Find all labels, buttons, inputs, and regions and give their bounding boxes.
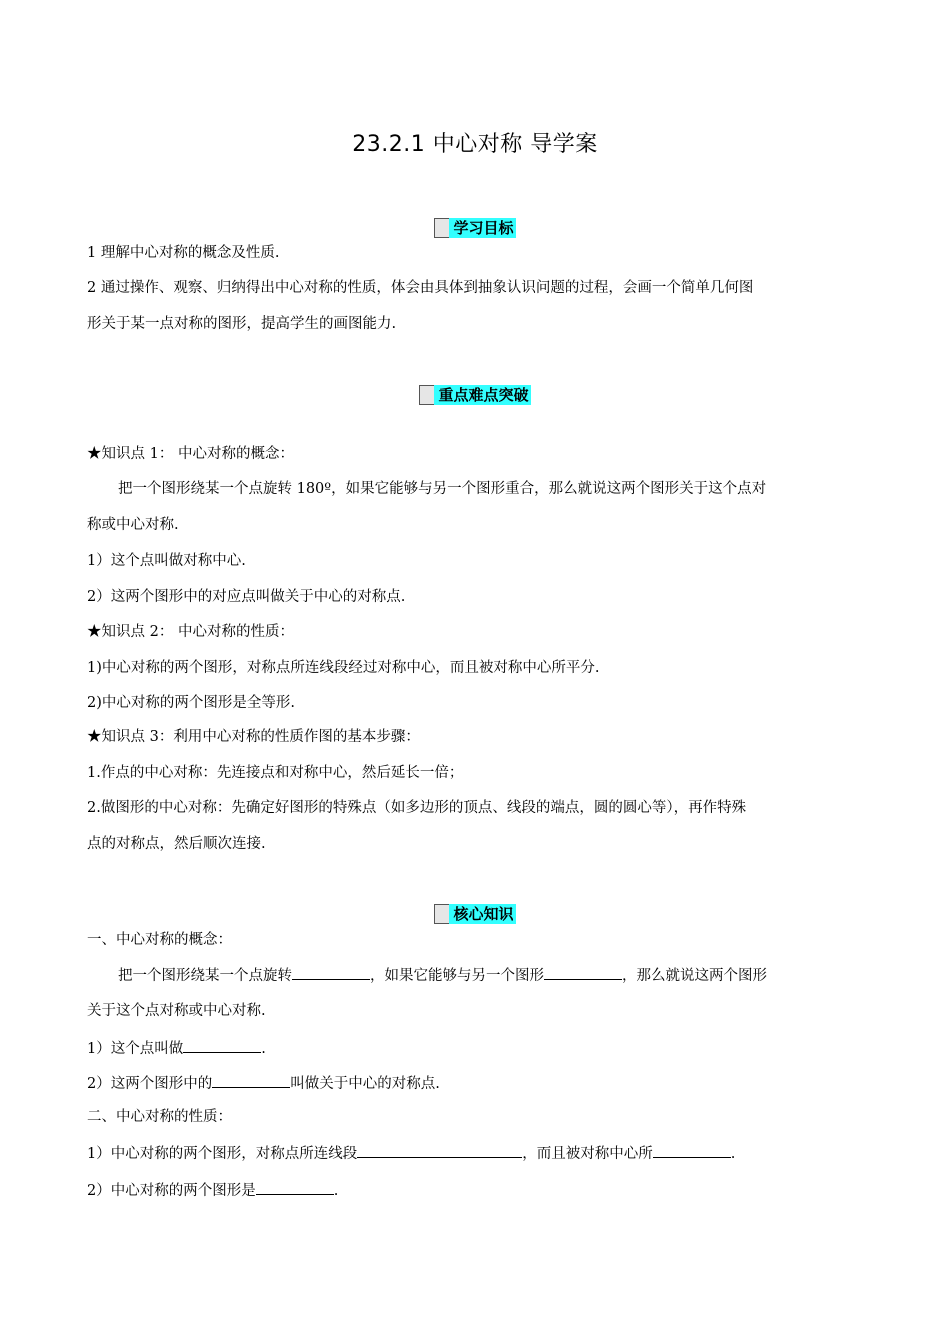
fill-blank[interactable]	[653, 1142, 731, 1158]
knowledge-point-1-text: 把一个图形绕某一个点旋转 180º，如果它能够与另一个图形重合，那么就说这两个图形关于这个点对	[118, 481, 767, 497]
fill-blank[interactable]	[357, 1142, 522, 1158]
knowledge-point-2-item-1: 1)中心对称的两个图形，对称点所连线段经过对称中心，而且被对称中心所平分.	[87, 660, 600, 676]
knowledge-point-3-item-2-cont: 点的对称点，然后顺次连接.	[87, 836, 266, 852]
fill-blank[interactable]	[292, 964, 370, 980]
knowledge-point-1-text-cont: 称或中心对称.	[87, 517, 179, 533]
section-heading-goals	[0, 218, 950, 240]
core-section-2-item-1: 1）中心对称的两个图形，对称点所连线段 ，而且被对称中心所 .	[87, 1142, 867, 1164]
core-section-1-text-cont: 关于这个点对称或中心对称.	[87, 1003, 266, 1019]
knowledge-point-2-item-2: 2)中心对称的两个图形是全等形.	[87, 695, 295, 711]
section-heading-core	[0, 904, 950, 926]
page-title: 23.2.1 中心对称 导学案	[352, 132, 598, 157]
heading-label: 重点难点突破	[434, 385, 530, 405]
core-section-2-item-2: 2）中心对称的两个图形是 .	[87, 1179, 867, 1201]
heading-marker	[434, 218, 449, 238]
fill-blank[interactable]	[212, 1072, 290, 1088]
knowledge-point-3-item-1: 1.作点的中心对称：先连接点和对称中心，然后延长一倍；	[87, 765, 464, 781]
core-section-1-title: 一、中心对称的概念：	[87, 932, 232, 948]
core-section-1-item-2: 2）这两个图形中的 叫做关于中心的对称点.	[87, 1072, 867, 1094]
knowledge-point-1-title: ★知识点 1： 中心对称的概念：	[87, 446, 294, 462]
knowledge-point-1-item-2: 2）这两个图形中的对应点叫做关于中心的对称点.	[87, 589, 406, 605]
heading-label: 学习目标	[449, 218, 515, 238]
knowledge-point-3-item-2: 2.做图形的中心对称：先确定好图形的特殊点（如多边形的顶点、线段的端点，圆的圆心等），再作特殊	[87, 800, 747, 816]
fill-blank[interactable]	[183, 1037, 261, 1053]
knowledge-point-3-title: ★知识点 3：利用中心对称的性质作图的基本步骤：	[87, 729, 420, 745]
knowledge-point-2-title: ★知识点 2： 中心对称的性质：	[87, 624, 294, 640]
fill-blank[interactable]	[544, 964, 622, 980]
goal-line-3: 形关于某一点对称的图形，提高学生的画图能力.	[87, 316, 397, 332]
core-section-1-text: 把一个图形绕某一个点旋转 ，如果它能够与另一个图形 ，那么就说这两个图形	[118, 964, 898, 986]
section-heading-key	[0, 385, 950, 407]
heading-label: 核心知识	[449, 904, 515, 924]
goal-line-2: 2 通过操作、观察、归纳得出中心对称的性质，体会由具体到抽象认识问题的过程，会画一个简单几何图	[87, 280, 754, 296]
knowledge-point-1-item-1: 1）这个点叫做对称中心.	[87, 553, 246, 569]
heading-marker	[419, 385, 434, 405]
core-section-2-title: 二、中心对称的性质：	[87, 1109, 232, 1125]
heading-marker	[434, 904, 449, 924]
fill-blank[interactable]	[256, 1179, 334, 1195]
goal-line-1: 1 理解中心对称的概念及性质.	[87, 245, 280, 261]
core-section-1-item-1: 1）这个点叫做 .	[87, 1037, 867, 1059]
